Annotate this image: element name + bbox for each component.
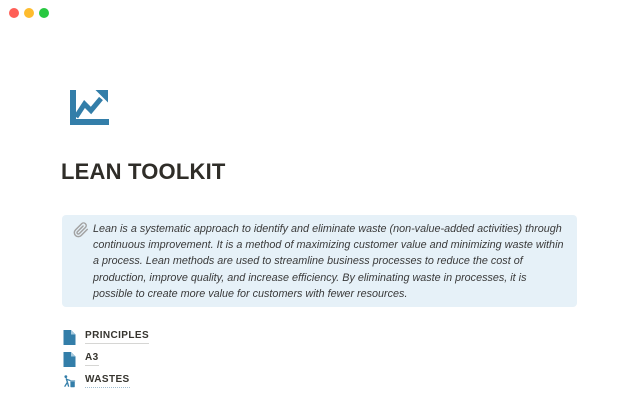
callout-text: Lean is a systematic approach to identify and eliminate waste (non-value-added activities) through continuous improvement. It is a method of maximizing customer value and minimizing waste within a process. Lean methods are used to streamline business processes to reduce the cost of production, improve quality, and increase efficiency. By eliminating waste in processes, it is possible to create more value for customers with fewer resources. bbox=[93, 223, 564, 300]
page-link-principles[interactable] bbox=[62, 329, 149, 345]
page-icon bbox=[62, 352, 76, 367]
page-link-label: A3 bbox=[85, 352, 99, 366]
waste-disposal-icon bbox=[62, 374, 76, 389]
line-chart-icon[interactable] bbox=[66, 87, 112, 129]
window-minimize-button[interactable] bbox=[24, 8, 34, 18]
callout bbox=[62, 215, 577, 307]
window-close-button[interactable] bbox=[9, 8, 19, 18]
page-link-a3[interactable] bbox=[62, 351, 149, 367]
page-link-label: PRINCIPLES bbox=[85, 330, 149, 344]
paperclip-icon bbox=[73, 222, 89, 238]
page-link-label: WASTES bbox=[85, 374, 130, 388]
window-zoom-button[interactable] bbox=[39, 8, 49, 18]
window-titlebar bbox=[9, 8, 49, 18]
page-links-list bbox=[62, 329, 149, 389]
page-icon bbox=[62, 330, 76, 345]
page-link-wastes[interactable] bbox=[62, 373, 149, 389]
page-title: LEAN TOOLKIT bbox=[61, 159, 226, 184]
